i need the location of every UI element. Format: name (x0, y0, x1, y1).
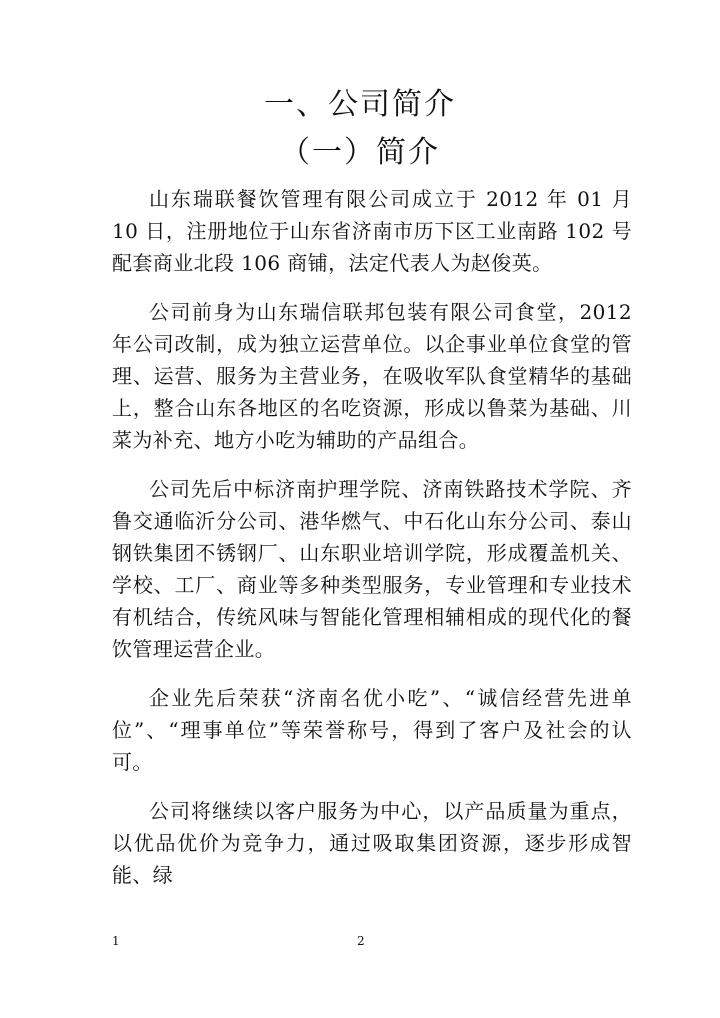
paragraph-honors: 企业先后荣获“济南名优小吃”、“诚信经营先进单位”、“理事单位”等荣誉称号，得到了客户及社会的认可。 (112, 686, 632, 774)
paragraph-company-history: 公司前身为山东瑞信联邦包装有限公司食堂，2012 年公司改制，成为独立运营单位。以企事业单位食堂的管理、运营、服务为主营业务，在吸收军队食堂精华的基础上，整合山东各地区的名吃资源，形成以鲁菜为基础、川菜为补充、地方小吃为辅助的产品组合。 (112, 300, 632, 452)
page-title: 一、公司简介 (264, 87, 456, 122)
section-subtitle: （一）简介 (280, 135, 440, 170)
paragraph-outlook: 公司将继续以客户服务为中心，以产品质量为重点，以优品优价为竞争力，通过吸取集团资源，逐步形成智能、绿 (112, 799, 632, 887)
footer-page-number-center: 2 (357, 934, 365, 948)
document-body (112, 183, 632, 908)
footer-page-number-left: 1 (112, 934, 120, 948)
paragraph-company-registration: 山东瑞联餐饮管理有限公司成立于 2012 年 01 月 10 日，注册地位于山东省济南市历下区工业南路 102 号配套商业北段 106 商铺，法定代表人为赵俊英。 (112, 187, 632, 275)
paragraph-clients: 公司先后中标济南护理学院、济南铁路技术学院、齐鲁交通临沂分公司、港华燃气、中石化山东分公司、泰山钢铁集团不锈钢厂、山东职业培训学院，形成覆盖机关、学校、工厂、商业等多种类型服务，专业管理和专业技术有机结合，传统风味与智能化管理相辅相成的现代化的餐饮管理运营企业。 (112, 477, 632, 661)
